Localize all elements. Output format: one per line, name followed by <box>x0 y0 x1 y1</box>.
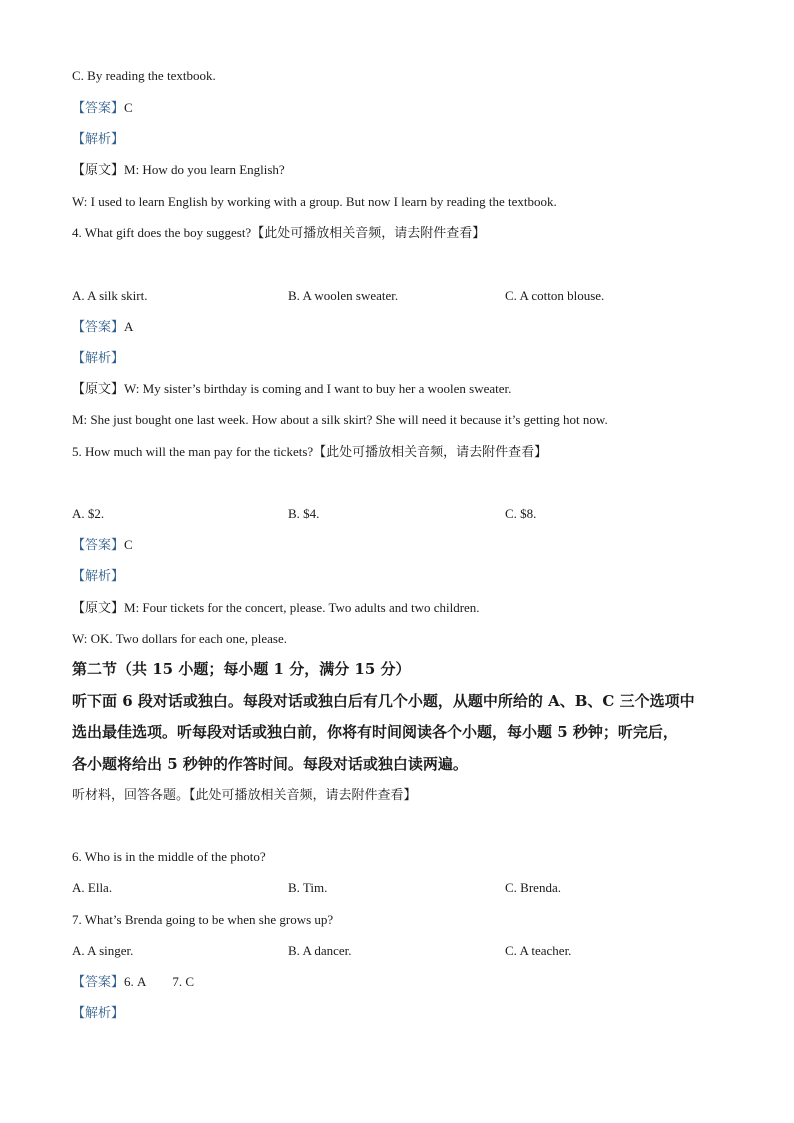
q4-original-w <box>72 381 511 397</box>
q6-option-b: B. Tim. <box>288 880 328 895</box>
q6-option-c: C. Brenda. <box>505 880 561 895</box>
section2-material[interactable]: 听材料，回答各题。【此处可播放相关音频，请去附件查看】 <box>72 787 417 802</box>
q5-option-b: B. $4. <box>288 506 320 521</box>
answer-value: C <box>124 100 133 115</box>
original-label: 【原文】 <box>72 381 125 396</box>
q4-option-b: B. A woolen sweater. <box>288 288 399 303</box>
original-text: W: My sister’s birthday is coming and I want to buy her a woolen sweater. <box>124 381 512 396</box>
section2-instruction-line-1: 听下面 6 段对话或独白。每段对话或独白后有几个小题，从题中所给的 A、B、C 三个选项中 <box>72 692 695 710</box>
q5-answer <box>72 537 133 553</box>
q5-analysis <box>72 568 124 584</box>
answer-value: C <box>124 537 133 552</box>
answer-6-7 <box>72 974 194 990</box>
answer-label: 【答案】 <box>72 974 125 989</box>
analysis-label: 【解析】 <box>72 350 125 365</box>
q5-option-a: A. $2. <box>72 506 105 521</box>
q5-original-m <box>72 600 480 616</box>
original-label: 【原文】 <box>72 162 125 177</box>
q3-option-c: C. By reading the textbook. <box>72 68 216 83</box>
q6-question: 6. Who is in the middle of the photo? <box>72 849 266 864</box>
q4-analysis <box>72 350 124 366</box>
q5-question <box>72 444 547 460</box>
analysis-label: 【解析】 <box>72 568 125 583</box>
answer-label: 【答案】 <box>72 100 125 115</box>
answer-value: A <box>124 319 134 334</box>
original-label: 【原文】 <box>72 600 125 615</box>
q6-option-a: A. Ella. <box>72 880 113 895</box>
q4-question <box>72 225 485 241</box>
q5-original-w: W: OK. Two dollars for each one, please. <box>72 631 287 646</box>
q3-original-m <box>72 162 285 178</box>
q5-option-c: C. $8. <box>505 506 537 521</box>
answer-7: 7. C <box>172 974 195 989</box>
q3-answer <box>72 100 133 116</box>
original-text: M: Four tickets for the concert, please. Two adults and two children. <box>124 600 480 615</box>
q7-option-c: C. A teacher. <box>505 943 572 958</box>
analysis-6-7 <box>72 1005 124 1021</box>
q4-option-a: A. A silk skirt. <box>72 288 148 303</box>
answer-label: 【答案】 <box>72 319 125 334</box>
section2-instruction-line-3: 各小题将给出 5 秒钟的作答时间。每段对话或独白读两遍。 <box>72 755 468 773</box>
analysis-label: 【解析】 <box>72 131 125 146</box>
q7-question: 7. What’s Brenda going to be when she grows up? <box>72 912 334 927</box>
answer-label: 【答案】 <box>72 537 125 552</box>
q4-answer <box>72 319 133 335</box>
original-text: M: How do you learn English? <box>124 162 285 177</box>
audio-note[interactable]: 【此处可播放相关音频，请去附件查看】 <box>313 444 548 459</box>
answer-6: 6. A <box>124 974 147 989</box>
q3-original-w: W: I used to learn English by working with a group. But now I learn by reading the textbook. <box>72 194 557 209</box>
q3-analysis <box>72 131 124 147</box>
q4-option-c: C. A cotton blouse. <box>505 288 605 303</box>
section2-instruction-line-2: 选出最佳选项。听每段对话或独白前，你将有时间阅读各个小题，每小题 5 秒钟；听完后， <box>72 723 678 741</box>
question-text: 4. What gift does the boy suggest? <box>72 225 252 240</box>
analysis-label: 【解析】 <box>72 1005 125 1020</box>
question-text: 5. How much will the man pay for the tickets? <box>72 444 314 459</box>
audio-note[interactable]: 【此处可播放相关音频，请去附件查看】 <box>251 225 486 240</box>
q7-option-b: B. A dancer. <box>288 943 352 958</box>
section2-heading: 第二节（共 15 小题；每小题 1 分，满分 15 分） <box>72 660 411 678</box>
q7-option-a: A. A singer. <box>72 943 134 958</box>
q4-original-m: M: She just bought one last week. How about a silk skirt? She will need it because it’s getting hot now. <box>72 412 608 427</box>
